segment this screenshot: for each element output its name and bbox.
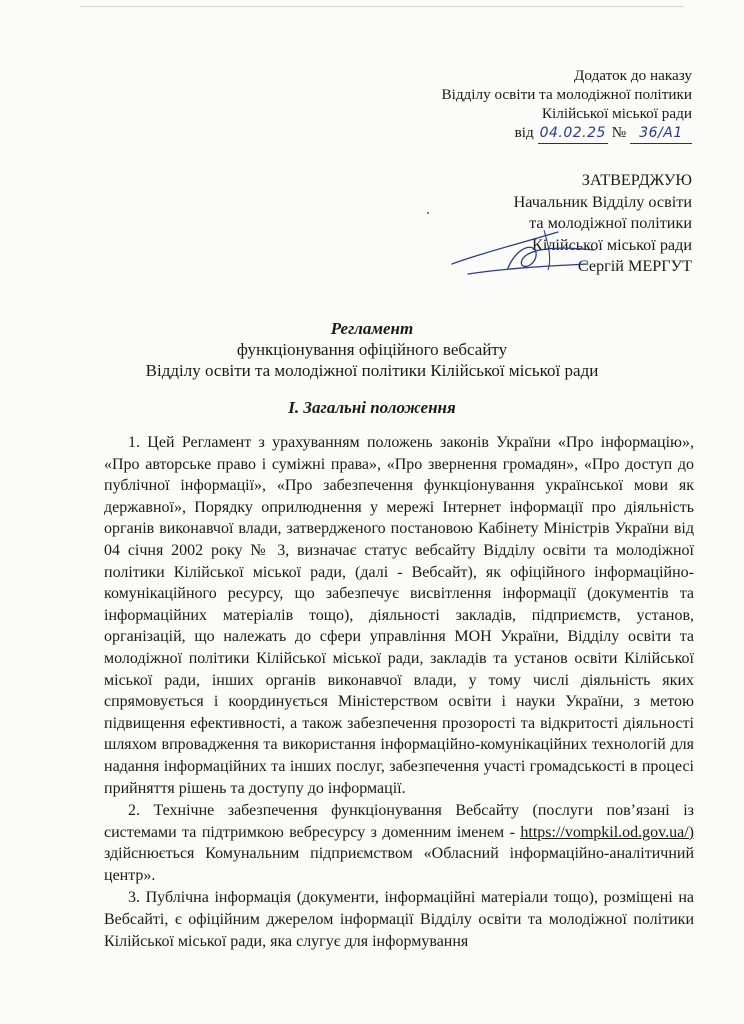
paragraph-1: 1. Цей Регламент з урахуванням положень законів України «Про інформацію», «Про авторське право і суміжні права», «Про звернення громадян», «Про доступ до публічної інформації», «Про забезпечення функціонування української мови як державної», Порядку оприлюднення у мережі Інтернет інформації про діяльність органів виконавчої влади, затвердженого постановою Кабінету Міністрів України від 04 січня 2002 року № 3, визначає статус вебсайту Відділу освіти та молодіжної політики Кілійської міської ради, (далі - Вебсайт), як офіційного інформаційно-комунікаційного ресурсу, що забезпечує висвітлення інформації (документів та інформаційних матеріалів тощо), діяльності закладів, підприємств, установ, організацій, що належать до сфери управління МОН України, Відділу освіти та молодіжної політики Кілійської міської ради, закладів та установ освіти Кілійської міської ради, інших органів виконавчої влади, у тому числі діяльність яких спрямовується і координується Міністерством освіти і науки України, з метою підвищення ефективності, а також забезпечення прозорості та відкритості діяльності шляхом впровадження та використання інформаційно-комунікаційних технологій для надання інформаційних та інших послуг, забезпечення участі громадськості в процесі прийняття рішень та доступу до інформації. — [104, 434, 694, 797]
annex-block — [441, 66, 692, 144]
scan-edge-line — [80, 6, 684, 7]
annex-date-line — [441, 123, 692, 144]
annex-line-1: Додаток до наказу — [574, 67, 692, 84]
website-link[interactable]: https://vompkil.od.gov.ua/) — [520, 823, 694, 841]
handwritten-signature — [448, 224, 598, 284]
approval-signer-name: Сергій МЕРГУТ — [577, 257, 692, 275]
annex-line-3: Кілійської міської ради — [541, 105, 692, 122]
approval-line-1: Начальник Відділу освіти — [513, 192, 692, 211]
paragraph-2-end: здійснюється Комунальним підприємством «Обласний інформаційно-аналітичний центр». — [104, 845, 694, 884]
annex-number-handwritten: 36/А1 — [630, 124, 692, 144]
body-text — [104, 432, 694, 952]
document-title — [0, 318, 744, 381]
title-sub-2: Відділу освіти та молодіжної політики Кілійської міської ради — [145, 361, 599, 380]
title-main: Регламент — [330, 319, 414, 338]
annex-date-prefix: від — [514, 124, 534, 141]
title-sub-1: функціонування офіційного вебсайту — [236, 340, 508, 359]
section-heading: І. Загальні положення — [288, 398, 456, 417]
paragraph-3: 3. Публічна інформація (документи, інформаційні матеріали тощо), розміщені на Вебсайті, є офіційним джерелом інформації Відділу освіти та молодіжної політики Кілійської міської ради, яка слугує для інформування — [104, 889, 694, 950]
approval-line-3: Кілійської міської ради — [532, 235, 692, 254]
annex-line-2: Відділу освіти та молодіжної політики — [441, 86, 692, 103]
annex-date-handwritten: 04.02.25 — [538, 124, 608, 144]
approval-heading: ЗАТВЕРДЖУЮ — [581, 171, 692, 189]
paragraph-2 — [104, 800, 694, 886]
paragraph-2-start: 2. Технічне забезпечення функціонування Вебсайту (послуги пов’язані із системами та підтримкою вебресурсу з доменним іменем - — [104, 802, 694, 841]
annex-number-prefix: № — [611, 124, 627, 141]
approval-line-2: та молодіжної політики — [529, 214, 692, 232]
scan-speck — [427, 212, 429, 214]
